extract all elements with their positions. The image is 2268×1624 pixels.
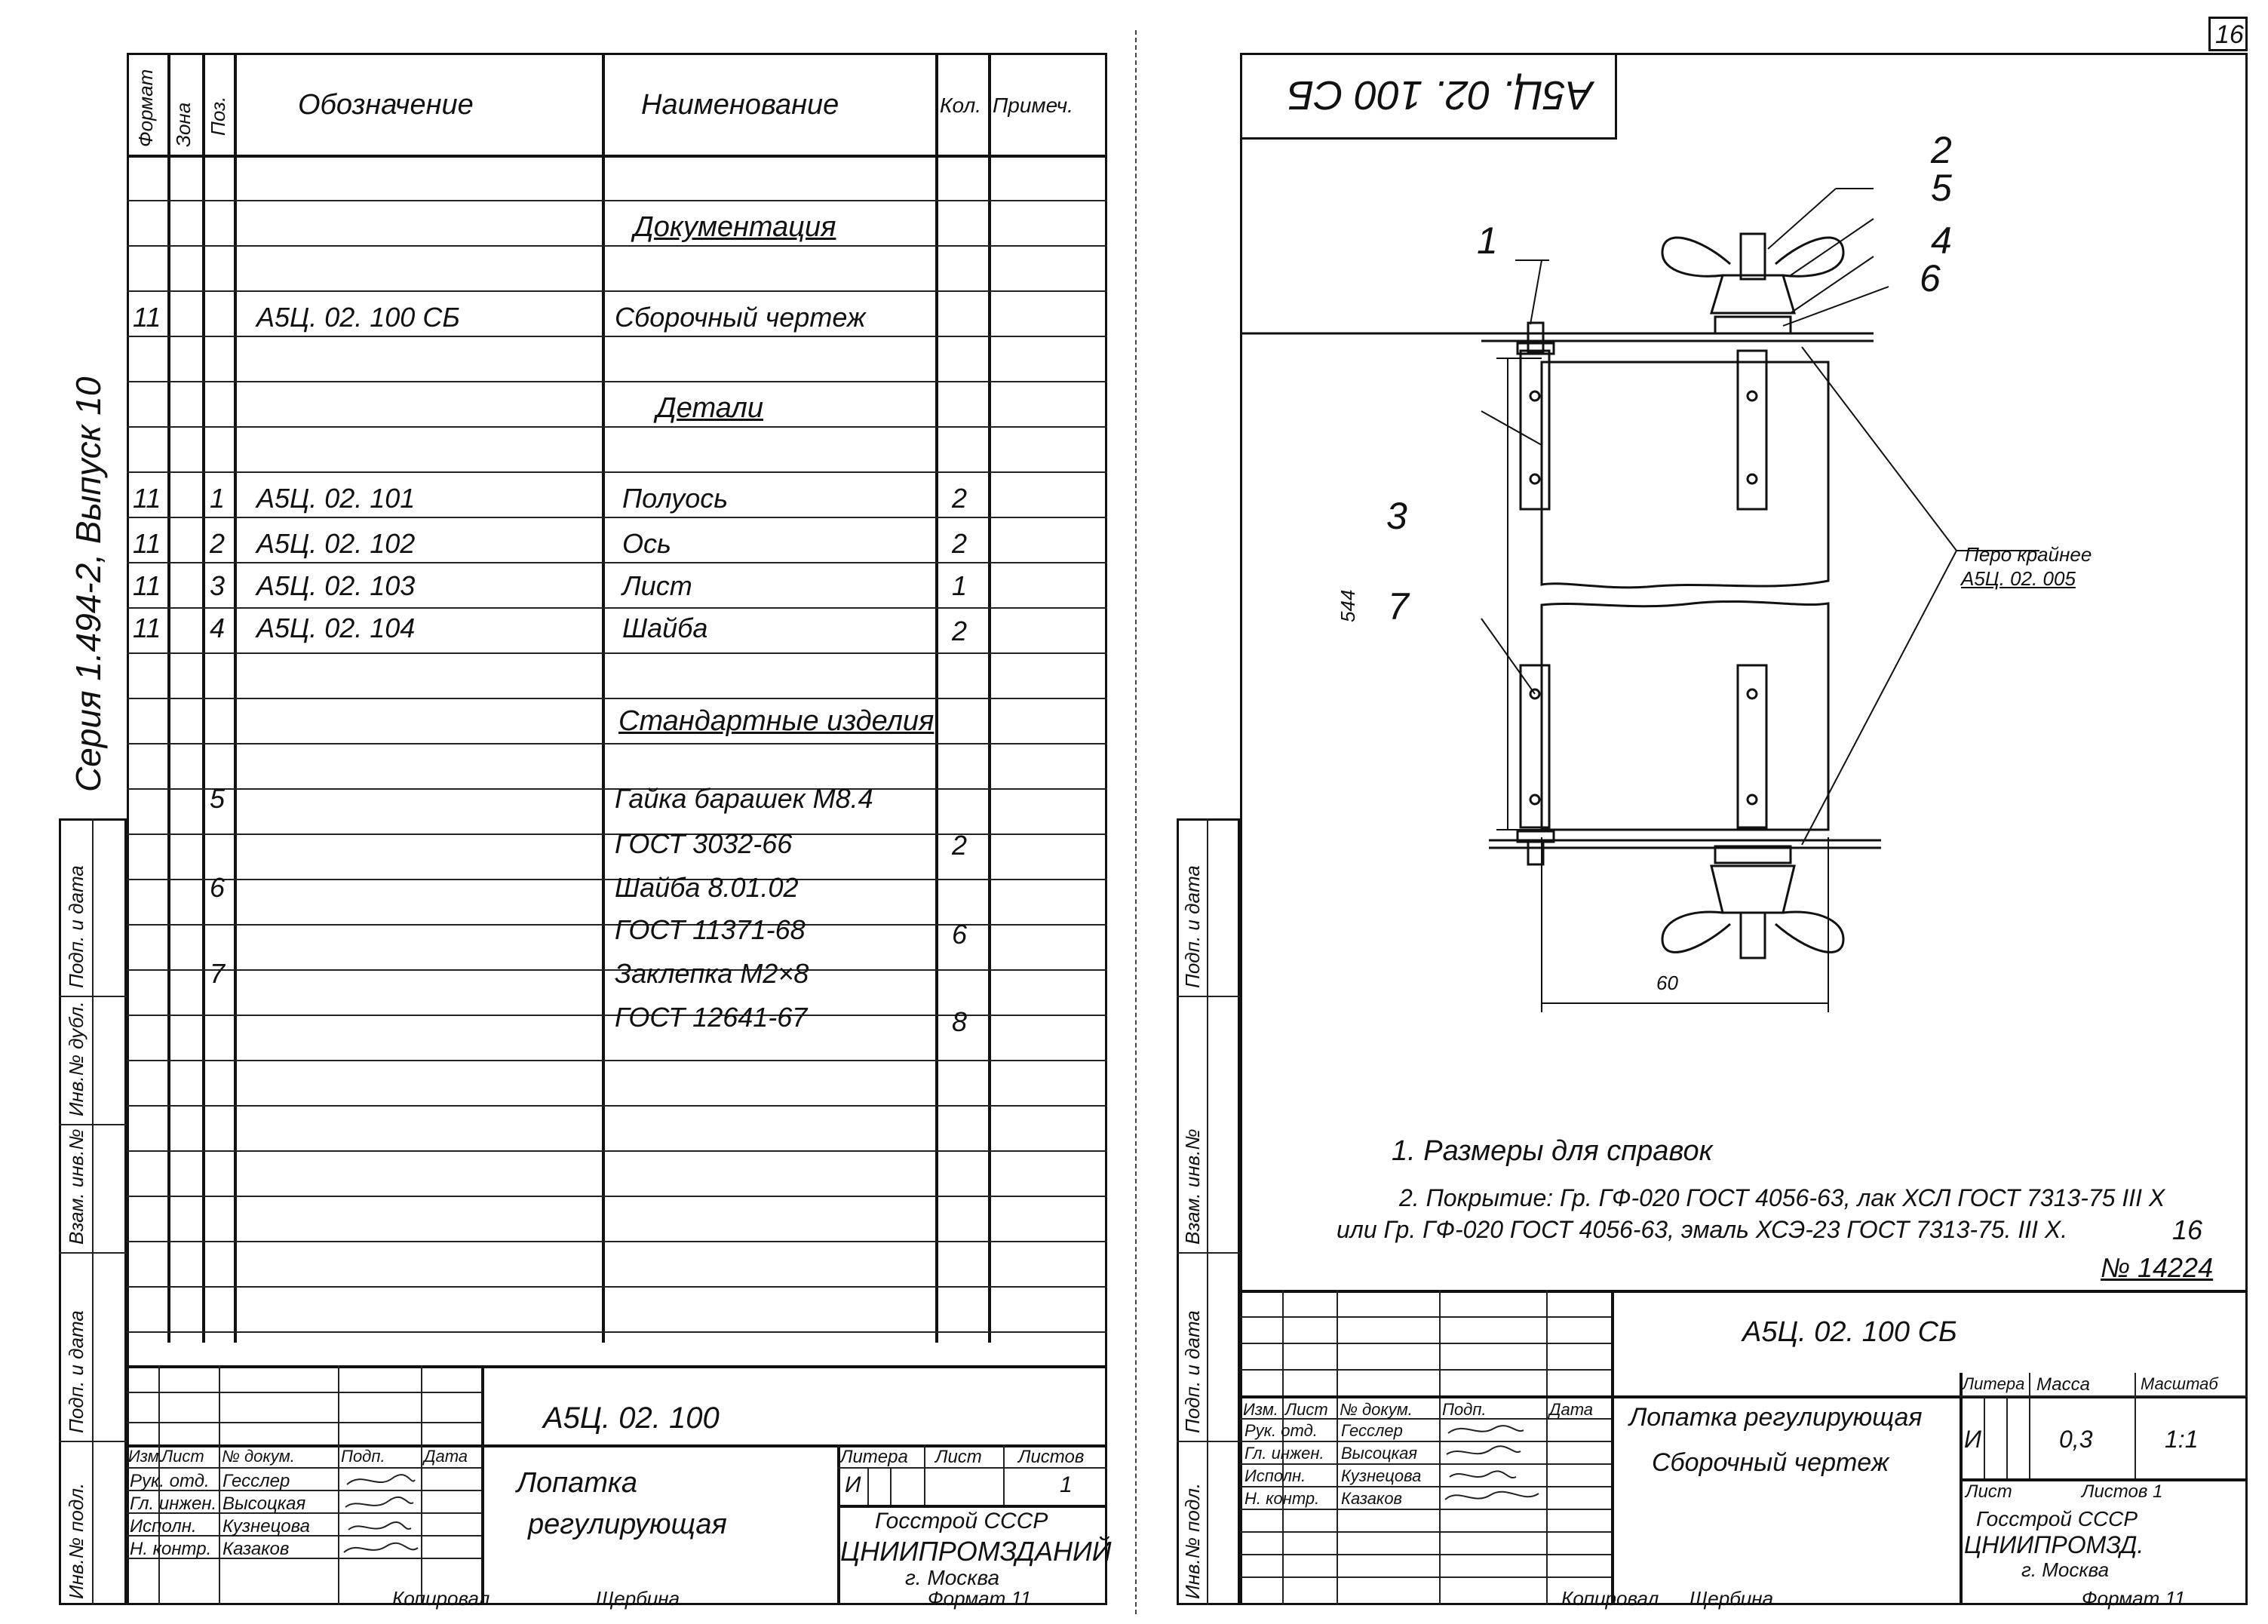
callout-3: 3	[1386, 495, 1407, 537]
hdr-qty: Кол.	[940, 94, 982, 117]
right-role-3: Н. контр.	[1244, 1489, 1320, 1508]
side-note-line1: Перо крайнее	[1965, 543, 2092, 566]
row-name: Сборочный чертеж	[615, 302, 866, 333]
row-qty: 2	[952, 528, 968, 559]
left-stamp-4: Подп. и дата	[65, 1310, 87, 1433]
left-name-1: Высоцкая	[223, 1494, 306, 1514]
row-format: 11	[133, 570, 161, 601]
right-stamp-2: Взам. инв.№	[1181, 1128, 1204, 1245]
right-org3: г. Москва	[2021, 1558, 2110, 1581]
left-title-line1: Лопатка	[517, 1467, 637, 1499]
right-sheets-label: Листов 1	[2082, 1481, 2163, 1502]
right-org1: Госстрой СССР	[1976, 1507, 2138, 1530]
right-title-line1: Лопатка регулирующая	[1629, 1403, 1923, 1432]
row-name: Шайба 8.01.02	[615, 872, 799, 903]
right-name-1: Высоцкая	[1341, 1444, 1418, 1463]
row-pos: 3	[210, 570, 226, 601]
callout-4: 4	[1931, 220, 1952, 262]
right-role-1: Гл. инжен.	[1244, 1444, 1324, 1463]
row-qty: 1	[952, 570, 968, 601]
right-stamp-3: Подп. и дата	[1181, 1310, 1204, 1433]
row-name: Ось	[622, 528, 671, 559]
left-checker: Щербина	[596, 1587, 680, 1610]
left-doc-code: А5Ц. 02. 100	[543, 1401, 720, 1435]
hdr-designation: Обозначение	[298, 89, 474, 121]
row-name: ГОСТ 3032-66	[615, 828, 793, 859]
rotated-code-box	[1240, 53, 1617, 140]
left-col-list: Лист	[161, 1447, 204, 1466]
hdr-note: Примеч.	[993, 94, 1073, 117]
left-org2: ЦНИИПРОМЗДАНИЙ	[840, 1536, 1112, 1567]
right-litera-label: Литера	[1963, 1374, 2025, 1393]
callout-2: 2	[1931, 129, 1952, 171]
left-role-1: Гл. инжен.	[130, 1494, 217, 1514]
right-col-izm: Изм.	[1243, 1400, 1278, 1419]
row-pos: 5	[210, 783, 226, 814]
row-designation: А5Ц. 02. 103	[256, 570, 416, 601]
hdr-pos: Поз.	[207, 96, 229, 136]
right-role-0: Рук. отд.	[1244, 1421, 1318, 1440]
inv-number: № 14224	[2101, 1252, 2214, 1283]
left-role-3: Н. контр.	[130, 1539, 212, 1559]
left-col-date: Дата	[424, 1447, 468, 1466]
section-details: Детали	[656, 392, 763, 424]
section-standard: Стандартные изделия	[618, 705, 935, 737]
right-format: Формат 11	[2082, 1587, 2186, 1610]
sheet-no-hand: 16	[2172, 1214, 2203, 1245]
left-sheet-label: Лист	[935, 1447, 982, 1467]
right-copied: Копировал	[1561, 1587, 1659, 1610]
right-sheet-label: Лист	[1966, 1481, 2012, 1502]
left-role-0: Рук. отд.	[130, 1471, 210, 1491]
row-designation: А5Ц. 02. 104	[256, 612, 416, 643]
hdr-name: Наименование	[641, 89, 839, 121]
row-qty: 2	[952, 616, 968, 646]
right-stamp-4: Инв.№ подл.	[1181, 1482, 1204, 1599]
row-designation: А5Ц. 02. 101	[256, 483, 416, 514]
left-role-2: Исполн.	[130, 1516, 197, 1537]
right-col-date: Дата	[1549, 1400, 1594, 1419]
right-checker: Щербина	[1689, 1587, 1774, 1610]
row-name: ГОСТ 12641-67	[615, 1002, 808, 1033]
right-name-3: Казаков	[1341, 1489, 1403, 1508]
row-designation: А5Ц. 02. 100 СБ	[256, 302, 460, 333]
row-name: Гайка барашек М8.4	[615, 783, 873, 814]
side-note-line2: А5Ц. 02. 005	[1961, 567, 2076, 590]
left-title-line2: регулирующая	[528, 1509, 727, 1540]
left-stamp-1: Подп. и дата	[65, 865, 87, 988]
note-1: 1. Размеры для справок	[1392, 1135, 1713, 1167]
left-name-0: Гесслер	[223, 1471, 290, 1491]
left-name-2: Кузнецова	[223, 1516, 311, 1537]
row-name: Шайба	[622, 612, 708, 643]
note-2-line2: или Гр. ГФ-020 ГОСТ 4056-63, эмаль ХСЭ-23 ГОСТ 7313-75. ІІІ Х.	[1337, 1216, 2068, 1243]
right-col-doc: № докум.	[1340, 1400, 1413, 1419]
dimension-width: 60	[1656, 972, 1678, 994]
right-name-0: Гесслер	[1341, 1421, 1403, 1440]
right-mass-label: Масса	[2036, 1374, 2090, 1395]
callout-5: 5	[1931, 167, 1952, 209]
right-role-2: Исполн.	[1244, 1466, 1306, 1485]
row-qty: 6	[952, 919, 968, 950]
note-2-line1: 2. Покрытие: Гр. ГФ-020 ГОСТ 4056-63, лак ХСЛ ГОСТ 7313-75 ІІІ Х	[1399, 1184, 2165, 1211]
right-mass: 0,3	[2059, 1426, 2093, 1453]
left-stamp-2: Инв.№ дубл.	[65, 1001, 87, 1116]
section-documentation: Документация	[634, 211, 836, 243]
right-name-2: Кузнецова	[1341, 1466, 1422, 1485]
right-stamp-1: Подп. и дата	[1181, 865, 1204, 988]
left-col-izm: Изм.	[128, 1447, 164, 1466]
left-litera: И	[845, 1472, 861, 1497]
row-pos: 1	[210, 483, 226, 514]
left-col-sign: Подп.	[341, 1447, 385, 1466]
left-signatures	[339, 1463, 422, 1561]
right-scale-label: Масштаб	[2141, 1374, 2218, 1393]
row-name: ГОСТ 11371-68	[615, 914, 806, 945]
callout-1: 1	[1477, 220, 1498, 262]
row-qty: 2	[952, 483, 968, 514]
right-org2: ЦНИИПРОМЗД.	[1964, 1531, 2144, 1558]
left-col-doc: № докум.	[222, 1447, 295, 1466]
row-name: Полуось	[622, 483, 729, 514]
right-litera: И	[1964, 1426, 1981, 1453]
left-copied: Копировал	[392, 1587, 490, 1610]
row-qty: 8	[952, 1006, 968, 1037]
page-number: 16	[2215, 20, 2244, 49]
row-pos: 6	[210, 872, 226, 903]
hdr-format: Формат	[134, 69, 157, 147]
row-pos: 7	[210, 958, 226, 989]
series-label: Серия 1.494-2, Выпуск 10	[69, 376, 108, 792]
right-title-line2: Сборочный чертеж	[1652, 1448, 1889, 1477]
left-litera-label: Литера	[840, 1447, 908, 1467]
right-signatures	[1441, 1415, 1546, 1513]
row-name: Лист	[622, 570, 692, 601]
left-stamp-5: Инв.№ подл.	[65, 1482, 87, 1599]
dimension-height: 544	[1337, 589, 1359, 622]
row-format: 11	[133, 483, 161, 514]
left-stamp-3: Взам. инв.№	[65, 1128, 87, 1245]
left-org1: Госстрой СССР	[875, 1509, 1048, 1533]
callout-7: 7	[1388, 585, 1409, 628]
left-sheets-label: Листов	[1018, 1447, 1085, 1467]
assembly-drawing	[1240, 128, 2248, 1033]
callout-6: 6	[1920, 257, 1941, 299]
row-format: 11	[133, 302, 161, 333]
page-number-box	[2208, 17, 2248, 51]
row-designation: А5Ц. 02. 102	[256, 528, 416, 559]
row-pos: 2	[210, 528, 226, 559]
hdr-zone: Зона	[172, 102, 195, 147]
row-qty: 2	[952, 830, 968, 861]
sheet-separator	[1135, 30, 1137, 1614]
row-pos: 4	[210, 612, 226, 643]
right-doc-code: А5Ц. 02. 100 СБ	[1742, 1316, 1957, 1348]
row-name: Заклепка М2×8	[615, 958, 809, 989]
left-org3: г. Москва	[905, 1566, 1000, 1589]
left-format: Формат 11	[928, 1587, 1032, 1610]
left-sheets: 1	[1060, 1472, 1073, 1497]
left-name-3: Казаков	[223, 1539, 290, 1559]
right-scale: 1:1	[2165, 1426, 2199, 1453]
row-format: 11	[133, 528, 161, 559]
right-col-sign: Подп.	[1442, 1400, 1487, 1419]
row-format: 11	[133, 612, 161, 643]
right-col-list: Лист	[1285, 1400, 1328, 1419]
rotated-doc-code: А5Ц. 02. 100 СБ	[1287, 72, 1593, 118]
